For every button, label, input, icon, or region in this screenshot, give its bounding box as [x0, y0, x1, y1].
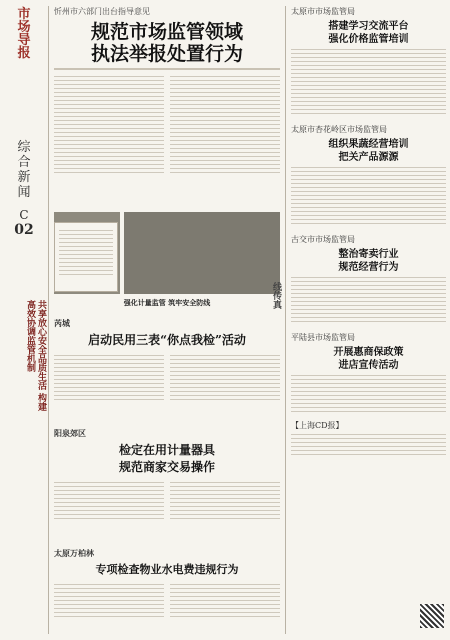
page-number: 02 — [14, 222, 34, 238]
body-text-placeholder — [170, 581, 280, 620]
story-headline-2: 规范商家交易操作 — [118, 460, 215, 474]
right-story-headline-2: 把关产品源源 — [338, 152, 399, 163]
photo-caption: 强化计量监管 筑牢安全防线 — [123, 298, 211, 307]
column-divider — [48, 6, 49, 634]
body-text-placeholder — [54, 479, 164, 522]
body-text-placeholder — [291, 277, 446, 322]
masthead — [2, 2, 46, 122]
right-story-headline-2: 强化价格监管培训 — [328, 34, 409, 45]
story-headline: 专项检查物业水电费违规行为 — [95, 563, 239, 576]
right-story-headline-1: 搭建学习交流平台 — [328, 21, 409, 32]
right-story-kicker: 古交市市场监管局 — [291, 235, 355, 244]
right-story-headline-1: 开展惠商保政策 — [333, 347, 404, 358]
body-text-placeholder — [170, 73, 280, 176]
qr-code — [420, 604, 444, 628]
rule — [54, 68, 280, 70]
lead-headline-1: 规范市场监管领域 — [90, 21, 243, 43]
body-text-placeholder — [291, 49, 446, 114]
story-headline: 启动民用三表“你点我检”活动 — [88, 333, 246, 347]
right-story-kicker: 太原市市场监管局 — [291, 7, 355, 16]
story-section-label: 阳泉郊区 — [54, 428, 86, 438]
right-story-headline-2: 进店宣传活动 — [338, 360, 399, 371]
body-text-placeholder — [291, 434, 446, 455]
column-divider — [285, 6, 286, 634]
photo-main — [124, 212, 280, 294]
story-yangquan — [54, 428, 280, 522]
body-text-placeholder — [291, 375, 446, 412]
body-text-placeholder — [54, 73, 164, 176]
right-story-kicker: 太原市杏花岭区市场监管局 — [291, 125, 387, 134]
slogan: 共享放心安全品质生活 构建高效协调监管机制 — [25, 300, 46, 412]
body-text-placeholder — [54, 352, 164, 403]
story-section-label: 太原万柏林 — [54, 548, 94, 558]
issue-line — [4, 520, 46, 630]
masthead-title: 市场导报 — [17, 7, 31, 61]
right-column — [291, 6, 446, 458]
lead-kicker: 忻州市六部门出台指导意见 — [54, 7, 150, 16]
section-block — [2, 140, 46, 238]
right-story-headline-1: 整治寄卖行业 — [338, 249, 399, 260]
lead-story — [54, 6, 280, 176]
story-wanbailin — [54, 548, 280, 620]
story-ruicheng — [54, 318, 280, 403]
section-name: 综合新闻 — [17, 140, 31, 200]
notice-label: 【上海CD报】 — [291, 421, 344, 430]
section-letter: C — [19, 208, 29, 222]
column-tag: 线传真 — [271, 282, 281, 309]
body-text-placeholder — [291, 167, 446, 224]
story-section-label: 芮城 — [54, 318, 70, 328]
lead-headline-2: 执法举报处置行为 — [90, 43, 243, 65]
body-text-placeholder — [55, 223, 117, 282]
body-text-placeholder — [54, 581, 164, 620]
body-text-placeholder — [170, 479, 280, 522]
right-story-kicker: 平陆县市场监管局 — [291, 333, 355, 342]
sidebar-box — [54, 222, 118, 292]
body-text-placeholder — [170, 352, 280, 403]
right-story-headline-2: 规范经营行为 — [338, 262, 399, 273]
right-story-headline-1: 组织果蔬经营培训 — [328, 139, 409, 150]
story-headline-1: 检定在用计量器具 — [118, 443, 215, 457]
